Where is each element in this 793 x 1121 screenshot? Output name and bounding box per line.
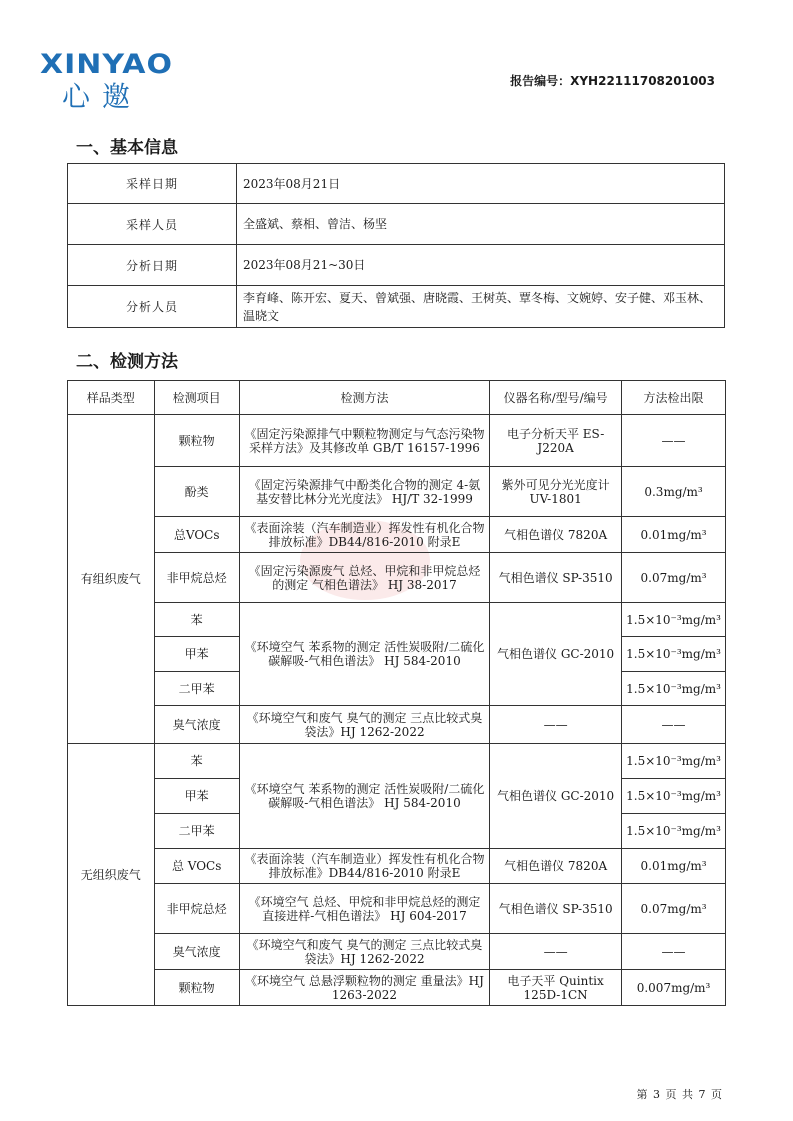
table-row [68, 603, 726, 637]
detection-method-table [67, 380, 726, 1006]
info-label: 采样日期 [68, 164, 237, 204]
item-cell: 甲苯 [154, 637, 239, 672]
limit-cell: —— [622, 706, 726, 744]
logo-english-text: XINYAO [40, 48, 173, 81]
table-row [68, 849, 726, 884]
column-header: 样品类型 [68, 381, 155, 415]
item-cell: 臭气浓度 [154, 934, 239, 970]
item-cell: 酚类 [154, 467, 239, 517]
info-value: 2023年08月21~30日 [237, 245, 725, 286]
limit-cell: 0.01mg/m³ [622, 517, 726, 553]
instrument-cell: 气相色谱仪 GC-2010 [490, 744, 622, 849]
table-row [68, 744, 726, 779]
limit-cell: 1.5×10⁻³mg/m³ [622, 672, 726, 706]
column-header: 仪器名称/型号/编号 [490, 381, 622, 415]
limit-cell: 1.5×10⁻³mg/m³ [622, 779, 726, 814]
instrument-cell: 气相色谱仪 GC-2010 [490, 603, 622, 706]
item-cell: 臭气浓度 [154, 706, 239, 744]
limit-cell: 1.5×10⁻³mg/m³ [622, 603, 726, 637]
instrument-cell: 气相色谱仪 SP-3510 [490, 553, 622, 603]
instrument-cell: —— [490, 706, 622, 744]
method-cell: 《表面涂装（汽车制造业）挥发性有机化合物排放标准》DB44/816-2010 附录E [239, 849, 489, 884]
limit-cell: 0.007mg/m³ [622, 970, 726, 1006]
instrument-cell: 气相色谱仪 7820A [490, 517, 622, 553]
item-cell: 颗粒物 [154, 970, 239, 1006]
method-cell: 《环境空气 总烃、甲烷和非甲烷总烃的测定直接进样-气相色谱法》 HJ 604-2017 [239, 884, 489, 934]
report-number: 报告编号：XYH22111708201003 [510, 74, 715, 88]
sample-type-cell: 有组织废气 [68, 415, 155, 744]
basic-info-table [67, 163, 725, 328]
table-row [68, 934, 726, 970]
limit-cell: 0.01mg/m³ [622, 849, 726, 884]
item-cell: 甲苯 [154, 779, 239, 814]
info-value: 2023年08月21日 [237, 164, 725, 204]
sample-type-cell: 无组织废气 [68, 744, 155, 1006]
info-label: 分析人员 [68, 286, 237, 328]
instrument-cell: 电子天平 Quintix 125D-1CN [490, 970, 622, 1006]
info-value: 全盛斌、蔡相、曾洁、杨坚 [237, 204, 725, 245]
item-cell: 二甲苯 [154, 672, 239, 706]
instrument-cell: —— [490, 934, 622, 970]
item-cell: 总VOCs [154, 517, 239, 553]
method-cell: 《固定污染源排气中颗粒物测定与气态污染物采样方法》及其修改单 GB/T 16157-1996 [239, 415, 489, 467]
limit-cell: 1.5×10⁻³mg/m³ [622, 744, 726, 779]
logo-chinese-text: 心邀 [62, 80, 143, 113]
item-cell: 二甲苯 [154, 814, 239, 849]
table-header-row [68, 381, 726, 415]
table-row [68, 467, 726, 517]
method-cell: 《固定污染源排气中酚类化合物的测定 4-氨基安替比林分光光度法》 HJ/T 32-1999 [239, 467, 489, 517]
instrument-cell: 气相色谱仪 7820A [490, 849, 622, 884]
limit-cell: 0.07mg/m³ [622, 884, 726, 934]
item-cell: 非甲烷总烃 [154, 553, 239, 603]
instrument-cell: 紫外可见分光光度计UV-1801 [490, 467, 622, 517]
page-number: 第 3 页 共 7 页 [636, 1088, 723, 1101]
method-cell: 《环境空气 苯系物的测定 活性炭吸附/二硫化碳解吸-气相色谱法》 HJ 584-2010 [239, 603, 489, 706]
section-basic-info-title: 一、基本信息 [76, 138, 178, 158]
limit-cell: —— [622, 934, 726, 970]
method-cell: 《固定污染源废气 总烃、甲烷和非甲烷总烃的测定 气相色谱法》 HJ 38-2017 [239, 553, 489, 603]
info-label: 采样人员 [68, 204, 237, 245]
limit-cell: 1.5×10⁻³mg/m³ [622, 637, 726, 672]
limit-cell: 0.3mg/m³ [622, 467, 726, 517]
item-cell: 苯 [154, 603, 239, 637]
method-cell: 《环境空气和废气 臭气的测定 三点比较式臭袋法》HJ 1262-2022 [239, 706, 489, 744]
limit-cell: 0.07mg/m³ [622, 553, 726, 603]
column-header: 检测项目 [154, 381, 239, 415]
table-row [68, 884, 726, 934]
item-cell: 总 VOCs [154, 849, 239, 884]
table-row [68, 970, 726, 1006]
item-cell: 颗粒物 [154, 415, 239, 467]
limit-cell: 1.5×10⁻³mg/m³ [622, 814, 726, 849]
section-method-title: 二、检测方法 [76, 352, 178, 372]
method-cell: 《表面涂装（汽车制造业）挥发性有机化合物排放标准》DB44/816-2010 附录E [239, 517, 489, 553]
table-row [68, 553, 726, 603]
item-cell: 苯 [154, 744, 239, 779]
instrument-cell: 气相色谱仪 SP-3510 [490, 884, 622, 934]
table-row [68, 517, 726, 553]
table-row [68, 286, 725, 328]
limit-cell: —— [622, 415, 726, 467]
method-cell: 《环境空气 苯系物的测定 活性炭吸附/二硫化碳解吸-气相色谱法》 HJ 584-2010 [239, 744, 489, 849]
table-row [68, 415, 726, 467]
info-label: 分析日期 [68, 245, 237, 286]
table-row [68, 245, 725, 286]
instrument-cell: 电子分析天平 ES-J220A [490, 415, 622, 467]
method-cell: 《环境空气和废气 臭气的测定 三点比较式臭袋法》HJ 1262-2022 [239, 934, 489, 970]
column-header: 方法检出限 [622, 381, 726, 415]
item-cell: 非甲烷总烃 [154, 884, 239, 934]
method-cell: 《环境空气 总悬浮颗粒物的测定 重量法》HJ 1263-2022 [239, 970, 489, 1006]
table-row [68, 204, 725, 245]
table-row [68, 706, 726, 744]
company-logo [40, 48, 173, 114]
table-row [68, 164, 725, 204]
info-value: 李育峰、陈开宏、夏天、曾斌强、唐晓霞、王树英、覃冬梅、文婉婷、安子健、邓玉林、温晓文 [237, 286, 725, 328]
column-header: 检测方法 [239, 381, 489, 415]
